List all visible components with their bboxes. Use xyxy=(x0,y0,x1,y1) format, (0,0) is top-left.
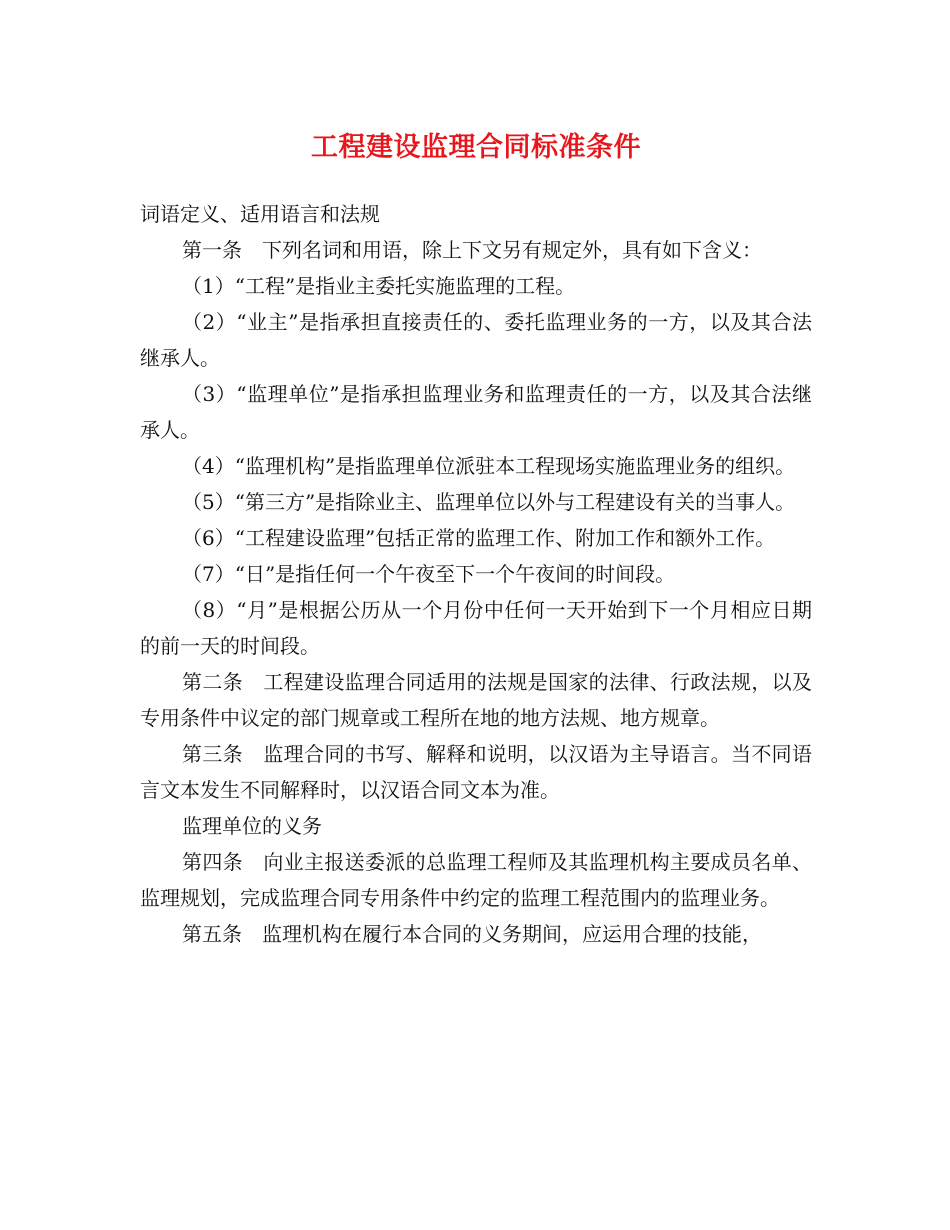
paragraph: 第五条 监理机构在履行本合同的义务期间，应运用合理的技能， xyxy=(182,922,762,946)
paragraph: 第三条 监理合同的书写、解释和说明，以汉语为主导语言。当不同语言文本发生不同解释时，以汉语合同文本为准。 xyxy=(140,742,812,802)
paragraph: 第二条 工程建设监理合同适用的法规是国家的法律、行政法规，以及专用条件中议定的部门规章或工程所在地的地方法规、地方规章。 xyxy=(140,670,812,730)
paragraph: （3）“监理单位”是指承担监理业务和监理责任的一方，以及其合法继承人。 xyxy=(140,382,812,442)
paragraph: （1）“工程”是指业主委托实施监理的工程。 xyxy=(182,274,576,298)
paragraph: 第一条 下列名词和用语，除上下文另有规定外，具有如下含义： xyxy=(182,238,762,262)
document-body xyxy=(140,196,812,952)
paragraph: （5）“第三方”是指除业主、监理单位以外与工程建设有关的当事人。 xyxy=(182,490,796,514)
paragraph: 词语定义、适用语言和法规 xyxy=(140,202,380,226)
paragraph: （2）“业主”是指承担直接责任的、委托监理业务的一方，以及其合法继承人。 xyxy=(140,310,812,370)
paragraph: 监理单位的义务 xyxy=(182,814,322,838)
paragraph: 第四条 向业主报送委派的总监理工程师及其监理机构主要成员名单、监理规划，完成监理合同专用条件中约定的监理工程范围内的监理业务。 xyxy=(140,850,812,910)
document-page xyxy=(140,118,812,952)
paragraph: （4）“监理机构”是指监理单位派驻本工程现场实施监理业务的组织。 xyxy=(182,454,796,478)
document-title: 工程建设监理合同标准条件 xyxy=(311,132,641,163)
paragraph: （7）“日”是指任何一个午夜至下一个午夜间的时间段。 xyxy=(182,562,676,586)
paragraph: （8）“月”是根据公历从一个月份中任何一天开始到下一个月相应日期的前一天的时间段。 xyxy=(140,598,812,658)
paragraph: （6）“工程建设监理”包括正常的监理工作、附加工作和额外工作。 xyxy=(182,526,776,550)
